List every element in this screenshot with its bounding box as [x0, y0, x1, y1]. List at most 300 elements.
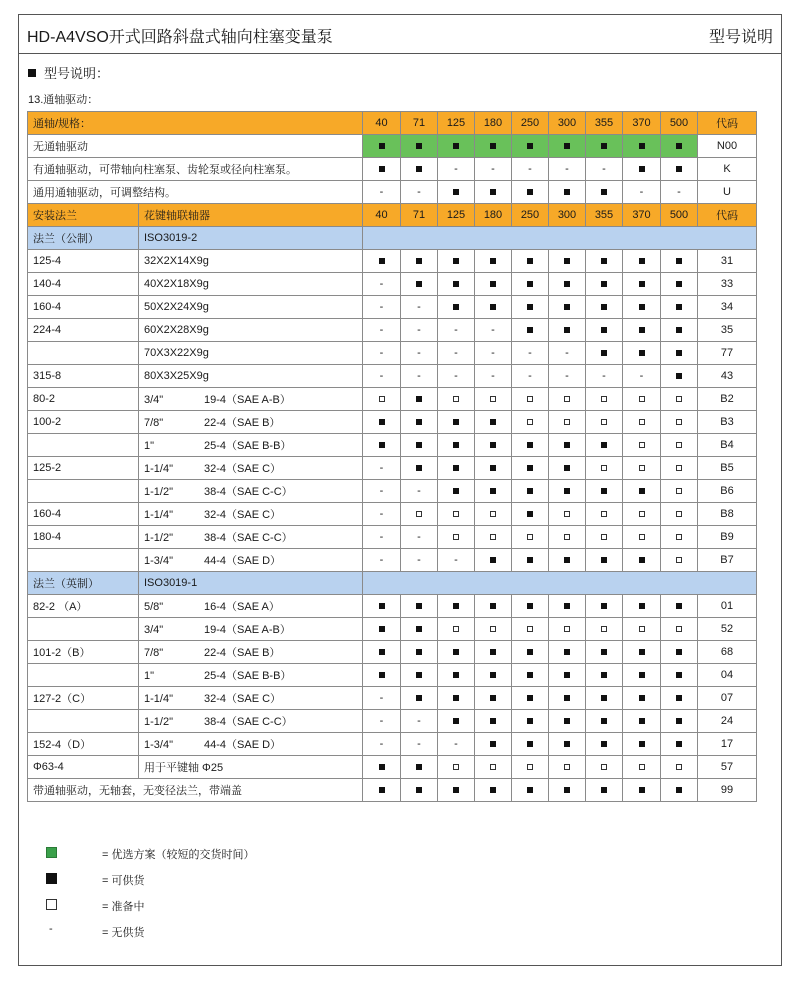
flange-cell: 315-8: [28, 365, 139, 388]
availability-cell: [661, 411, 698, 434]
coupling-size: 60X2X28X9g: [144, 324, 209, 336]
code-cell: 17: [698, 733, 757, 756]
availability-cell: [475, 296, 512, 319]
table-row: [28, 733, 757, 756]
availability-cell: [438, 710, 475, 733]
availability-cell: [661, 779, 698, 802]
filled-square-icon: [676, 166, 682, 172]
filled-square-icon: [490, 419, 496, 425]
code-cell: B7: [698, 549, 757, 572]
code-cell: B3: [698, 411, 757, 434]
flange-cell: [28, 710, 139, 733]
filled-square-icon: [416, 396, 422, 402]
availability-cell: [586, 181, 623, 204]
header-label: 安装法兰: [28, 204, 139, 227]
availability-cell: [363, 526, 401, 549]
availability-cell: [549, 434, 586, 457]
flange-cell: 160-4: [28, 503, 139, 526]
availability-cell: [438, 664, 475, 687]
open-square-icon: [639, 511, 645, 517]
coupling-spec: 38-4（SAE C-C）: [204, 532, 293, 544]
availability-cell: [549, 710, 586, 733]
availability-cell: [512, 756, 549, 779]
open-square-icon: [416, 511, 422, 517]
availability-cell: [661, 181, 698, 204]
code-cell: 34: [698, 296, 757, 319]
not-available-dash: -: [454, 370, 458, 382]
availability-cell: [475, 595, 512, 618]
size-header-cell: 370: [623, 204, 661, 227]
availability-cell: [363, 779, 401, 802]
availability-cell: [586, 342, 623, 365]
coupling-size: 7/8": [144, 647, 164, 659]
code-header-cell: 代码: [698, 112, 757, 135]
open-square-icon: [601, 511, 607, 517]
availability-cell: [623, 434, 661, 457]
availability-cell: [549, 618, 586, 641]
filled-square-icon: [490, 281, 496, 287]
code-cell: 52: [698, 618, 757, 641]
not-available-dash: -: [491, 370, 495, 382]
open-square-icon: [490, 396, 496, 402]
availability-cell: [401, 457, 438, 480]
availability-cell: [661, 434, 698, 457]
flange-cell: 101-2（B）: [28, 641, 139, 664]
availability-cell: [623, 595, 661, 618]
availability-cell: [438, 434, 475, 457]
open-square-icon: [676, 557, 682, 563]
availability-cell: [512, 135, 549, 158]
filled-square-icon: [639, 718, 645, 724]
availability-cell: [363, 595, 401, 618]
filled-square-icon: [527, 143, 533, 149]
filled-square-icon: [601, 603, 607, 609]
not-available-dash: -: [565, 163, 569, 175]
filled-square-icon: [527, 695, 533, 701]
availability-cell: [661, 687, 698, 710]
header-label: 花键轴联轴器: [139, 204, 363, 227]
code-cell: N00: [698, 135, 757, 158]
size-header-cell: 40: [363, 112, 401, 135]
table-row: [28, 296, 757, 319]
availability-cell: [661, 250, 698, 273]
availability-cell: [549, 733, 586, 756]
availability-cell: [438, 250, 475, 273]
availability-cell: [549, 779, 586, 802]
availability-cell: [661, 158, 698, 181]
code-cell: B5: [698, 457, 757, 480]
availability-cell: [586, 250, 623, 273]
not-available-dash: -: [602, 163, 606, 175]
availability-cell: [623, 641, 661, 664]
filled-square-icon: [527, 281, 533, 287]
flange-cell: [28, 664, 139, 687]
availability-cell: [512, 664, 549, 687]
coupling-size: 50X2X24X9g: [144, 301, 209, 313]
size-header-cell: 125: [438, 112, 475, 135]
availability-cell: [512, 250, 549, 273]
coupling-cell: [139, 687, 363, 710]
table-row: [28, 250, 757, 273]
filled-square-icon: [601, 189, 607, 195]
size-header-cell: 370: [623, 112, 661, 135]
availability-cell: [363, 457, 401, 480]
availability-cell: [623, 319, 661, 342]
availability-cell: [549, 319, 586, 342]
availability-cell: [475, 526, 512, 549]
not-available-dash: -: [454, 738, 458, 750]
filled-square-icon: [564, 304, 570, 310]
filled-square-icon: [601, 327, 607, 333]
table-row: [28, 503, 757, 526]
filled-square-icon: [639, 488, 645, 494]
filled-square-icon: [527, 557, 533, 563]
availability-cell: [401, 181, 438, 204]
coupling-spec: 44-4（SAE D）: [204, 739, 282, 751]
open-square-icon: [564, 396, 570, 402]
availability-cell: [549, 664, 586, 687]
not-available-dash: -: [379, 554, 384, 566]
availability-cell: [401, 503, 438, 526]
open-square-icon: [453, 534, 459, 540]
coupling-cell: [139, 526, 363, 549]
filled-square-icon: [527, 741, 533, 747]
availability-cell: [363, 319, 401, 342]
open-square-icon: [676, 534, 682, 540]
availability-cell: [475, 480, 512, 503]
open-square-icon: [527, 534, 533, 540]
availability-cell: [438, 549, 475, 572]
filled-square-icon: [639, 787, 645, 793]
size-header-row: [28, 112, 757, 135]
availability-cell: [661, 756, 698, 779]
availability-cell: [549, 388, 586, 411]
not-available-dash: -: [379, 485, 384, 497]
availability-cell: [623, 296, 661, 319]
availability-cell: [438, 319, 475, 342]
availability-cell: [661, 595, 698, 618]
availability-cell: [401, 549, 438, 572]
filled-square-icon: [639, 143, 645, 149]
legend-text: = 优选方案（较短的交货时间）: [102, 849, 255, 861]
availability-cell: [438, 273, 475, 296]
availability-cell: [586, 664, 623, 687]
availability-cell: [512, 618, 549, 641]
filled-square-icon: [564, 649, 570, 655]
availability-cell: [661, 641, 698, 664]
availability-cell: [475, 250, 512, 273]
filled-square-icon: [453, 304, 459, 310]
size-header-cell: 300: [549, 204, 586, 227]
green-square-icon: [46, 847, 57, 858]
filled-square-icon: [379, 442, 385, 448]
filled-square-icon: [676, 718, 682, 724]
not-available-dash: -: [379, 462, 384, 474]
coupling-cell: [139, 319, 363, 342]
coupling-size: 1-1/2": [144, 532, 173, 544]
availability-cell: [512, 365, 549, 388]
open-square-icon: [453, 764, 459, 770]
filled-square-icon: [564, 465, 570, 471]
filled-square-icon: [639, 672, 645, 678]
availability-cell: [623, 618, 661, 641]
not-available-dash: -: [379, 324, 384, 336]
availability-cell: [363, 296, 401, 319]
availability-cell: [549, 296, 586, 319]
availability-cell: [475, 618, 512, 641]
table-row: [28, 480, 757, 503]
availability-cell: [438, 480, 475, 503]
table-row: [28, 664, 757, 687]
availability-cell: [475, 687, 512, 710]
availability-cell: [401, 135, 438, 158]
availability-cell: [363, 434, 401, 457]
filled-square-icon: [639, 304, 645, 310]
availability-cell: [661, 135, 698, 158]
availability-cell: [475, 756, 512, 779]
filled-square-icon: [601, 695, 607, 701]
coupling-size: 1-3/4": [144, 555, 173, 567]
availability-cell: [363, 664, 401, 687]
filled-square-icon: [490, 488, 496, 494]
filled-square-icon: [453, 143, 459, 149]
coupling-size: 3/4": [144, 624, 164, 636]
filled-square-icon: [564, 327, 570, 333]
availability-cell: [661, 296, 698, 319]
not-available-dash: -: [417, 554, 421, 566]
availability-cell: [512, 319, 549, 342]
filled-square-icon: [676, 143, 682, 149]
coupling-cell: [139, 503, 363, 526]
availability-cell: [586, 388, 623, 411]
availability-cell: [586, 756, 623, 779]
availability-cell: [438, 135, 475, 158]
availability-cell: [549, 411, 586, 434]
availability-cell: [661, 365, 698, 388]
table-row: [28, 526, 757, 549]
availability-cell: [586, 319, 623, 342]
availability-cell: [623, 273, 661, 296]
not-available-dash: -: [454, 163, 458, 175]
availability-cell: [438, 687, 475, 710]
legend-text: = 可供货: [102, 875, 145, 887]
availability-cell: [586, 365, 623, 388]
filled-square-icon: [490, 442, 496, 448]
dash-icon: -: [49, 923, 53, 935]
not-available-dash: -: [528, 370, 532, 382]
coupling-size: 1-1/4": [144, 463, 173, 475]
page-frame: [18, 14, 782, 966]
open-square-icon: [564, 534, 570, 540]
availability-cell: [549, 457, 586, 480]
availability-cell: [512, 480, 549, 503]
availability-cell: [623, 158, 661, 181]
availability-cell: [549, 273, 586, 296]
filled-square-icon: [564, 718, 570, 724]
filled-square-icon: [564, 695, 570, 701]
filled-square-icon: [527, 787, 533, 793]
availability-cell: [475, 733, 512, 756]
filled-square-icon: [490, 787, 496, 793]
open-square-icon: [676, 626, 682, 632]
filled-square-icon: [601, 672, 607, 678]
availability-cell: [438, 526, 475, 549]
size-header-cell: 250: [512, 112, 549, 135]
availability-cell: [363, 710, 401, 733]
size-header-cell: 500: [661, 204, 698, 227]
open-square-icon: [639, 764, 645, 770]
coupling-size: 40X2X18X9g: [144, 278, 209, 290]
availability-cell: [512, 710, 549, 733]
coupling-cell: [139, 733, 363, 756]
code-cell: 99: [698, 779, 757, 802]
open-square-icon: [490, 511, 496, 517]
filled-square-icon: [46, 873, 57, 884]
filled-square-icon: [564, 557, 570, 563]
table-row: [28, 411, 757, 434]
not-available-dash: -: [491, 347, 495, 359]
header-label: 通轴/规格：: [28, 112, 363, 135]
bullet-square-icon: [28, 69, 36, 77]
code-cell: 43: [698, 365, 757, 388]
availability-cell: [661, 710, 698, 733]
code-cell: 24: [698, 710, 757, 733]
filled-square-icon: [564, 281, 570, 287]
code-cell: B9: [698, 526, 757, 549]
availability-cell: [401, 733, 438, 756]
open-square-icon: [676, 764, 682, 770]
code-cell: 68: [698, 641, 757, 664]
availability-cell: [475, 710, 512, 733]
table-row: [28, 158, 757, 181]
filled-square-icon: [676, 649, 682, 655]
not-available-dash: -: [379, 370, 384, 382]
availability-cell: [475, 365, 512, 388]
coupling-size: 1-3/4": [144, 739, 173, 751]
availability-cell: [549, 181, 586, 204]
coupling-cell: [139, 480, 363, 503]
open-square-icon: [639, 396, 645, 402]
code-cell: 35: [698, 319, 757, 342]
row-label: 带通轴驱动，无轴套，无变径法兰，带端盖: [28, 779, 363, 802]
coupling-size: 1": [144, 440, 155, 452]
filled-square-icon: [490, 649, 496, 655]
coupling-size: 3/4": [144, 394, 164, 406]
legend-text: = 准备中: [102, 901, 145, 913]
flange-cell: [28, 549, 139, 572]
filled-square-icon: [601, 787, 607, 793]
legend-text: = 无供货: [102, 927, 145, 939]
availability-cell: [623, 710, 661, 733]
table-row: [28, 595, 757, 618]
coupling-spec: 16-4（SAE A）: [204, 601, 280, 613]
not-available-dash: -: [417, 347, 421, 359]
filled-square-icon: [676, 304, 682, 310]
coupling-cell: [139, 595, 363, 618]
filled-square-icon: [379, 166, 385, 172]
open-square-icon: [46, 899, 57, 910]
not-available-dash: -: [528, 347, 532, 359]
availability-cell: [438, 296, 475, 319]
filled-square-icon: [379, 649, 385, 655]
availability-cell: [363, 181, 401, 204]
open-square-icon: [601, 626, 607, 632]
flange-standard-row: [28, 572, 757, 595]
filled-square-icon: [676, 603, 682, 609]
filled-square-icon: [639, 281, 645, 287]
size-header-cell: 40: [363, 204, 401, 227]
availability-cell: [586, 779, 623, 802]
availability-cell: [549, 549, 586, 572]
availability-cell: [661, 457, 698, 480]
open-square-icon: [564, 764, 570, 770]
availability-cell: [363, 480, 401, 503]
filled-square-icon: [416, 764, 422, 770]
coupling-spec: 44-4（SAE D）: [204, 555, 282, 567]
flange-standard-label: 法兰（英制）: [28, 572, 139, 595]
filled-square-icon: [379, 419, 385, 425]
coupling-spec: 38-4（SAE C-C）: [204, 486, 293, 498]
not-available-dash: -: [379, 715, 384, 727]
availability-cell: [623, 756, 661, 779]
filled-square-icon: [527, 465, 533, 471]
filled-square-icon: [564, 488, 570, 494]
coupling-cell: [139, 434, 363, 457]
open-square-icon: [490, 534, 496, 540]
coupling-spec: 25-4（SAE B-B）: [204, 670, 292, 682]
code-cell: B4: [698, 434, 757, 457]
open-square-icon: [639, 626, 645, 632]
code-cell: U: [698, 181, 757, 204]
availability-cell: [623, 503, 661, 526]
filled-square-icon: [379, 626, 385, 632]
filled-square-icon: [453, 649, 459, 655]
not-available-dash: -: [379, 301, 384, 313]
availability-cell: [623, 342, 661, 365]
section-heading: [28, 63, 109, 82]
coupling-spec: 38-4（SAE C-C）: [204, 716, 293, 728]
availability-cell: [401, 480, 438, 503]
availability-cell: [363, 158, 401, 181]
not-available-dash: -: [528, 163, 532, 175]
availability-cell: [438, 457, 475, 480]
filled-square-icon: [416, 603, 422, 609]
filled-square-icon: [453, 672, 459, 678]
filled-square-icon: [527, 189, 533, 195]
flange-cell: Φ63-4: [28, 756, 139, 779]
filled-square-icon: [453, 488, 459, 494]
through-drive-table: [27, 111, 757, 802]
filled-square-icon: [490, 189, 496, 195]
availability-cell: [623, 388, 661, 411]
row-label: 通用通轴驱动，可调整结构。: [28, 181, 363, 204]
availability-cell: [401, 434, 438, 457]
availability-cell: [586, 549, 623, 572]
filled-square-icon: [527, 258, 533, 264]
row-label: 有通轴驱动，可带轴向柱塞泵、齿轮泵或径向柱塞泵。: [28, 158, 363, 181]
availability-cell: [623, 365, 661, 388]
not-available-dash: -: [379, 738, 384, 750]
filled-square-icon: [416, 672, 422, 678]
availability-cell: [438, 411, 475, 434]
filled-square-icon: [639, 350, 645, 356]
filled-square-icon: [453, 189, 459, 195]
coupling-size: 用于平键轴 Φ25: [144, 762, 224, 774]
availability-cell: [401, 779, 438, 802]
open-square-icon: [676, 465, 682, 471]
availability-cell: [401, 250, 438, 273]
filled-square-icon: [527, 718, 533, 724]
